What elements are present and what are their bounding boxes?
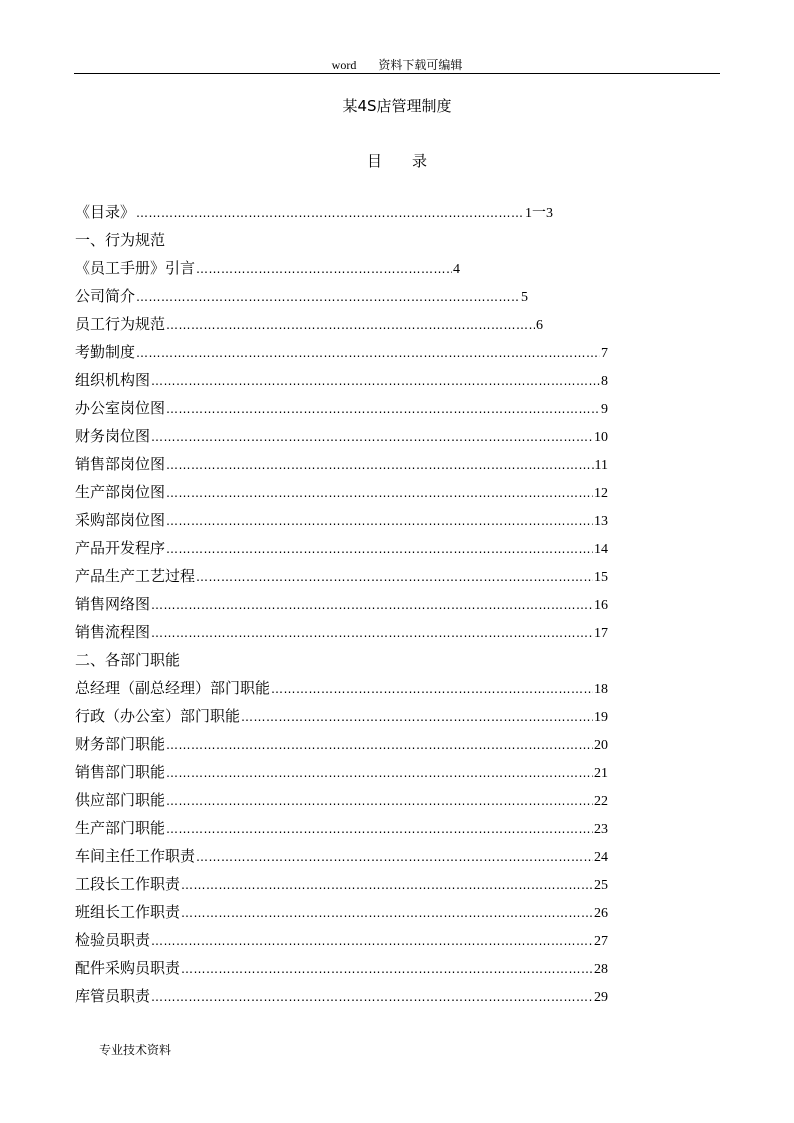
- toc-leader-dots: [166, 731, 593, 759]
- toc-entry: [75, 590, 608, 618]
- toc-entry-label: 销售流程图: [75, 623, 151, 641]
- toc-page-number: 7: [601, 346, 608, 361]
- document-title: 某4S店管理制度: [342, 97, 452, 115]
- header-word: word: [331, 58, 357, 72]
- toc-leader-dots: [136, 339, 600, 367]
- toc-entry: [75, 338, 608, 366]
- toc-leader-dots: [151, 927, 593, 955]
- toc-page-number: 1一3: [525, 206, 553, 221]
- toc-leader-dots: [151, 591, 593, 619]
- toc-entry: [75, 926, 608, 954]
- toc-leader-dots: [166, 815, 593, 843]
- toc-entry-label: 一、行为规范: [75, 231, 166, 249]
- toc-entry-label: 总经理（副总经理）部门职能: [75, 679, 271, 697]
- toc-section-heading: [75, 646, 180, 674]
- toc-entry-label: 办公室岗位图: [75, 399, 166, 417]
- toc-entry: [75, 422, 608, 450]
- toc-entry: [75, 450, 608, 478]
- toc-entry-label: 销售网络图: [75, 595, 151, 613]
- toc-leader-dots: [151, 619, 593, 647]
- toc-page-number: 22: [594, 794, 608, 809]
- toc-entry: [75, 898, 608, 926]
- header-caption: 资料下载可编辑: [378, 58, 463, 72]
- toc-entry-label: 产品生产工艺过程: [75, 567, 196, 585]
- toc-entry: [75, 814, 608, 842]
- toc-entry-label: 财务岗位图: [75, 427, 151, 445]
- toc-leader-dots: [166, 395, 600, 423]
- toc-entry-label: 员工行为规范: [75, 315, 166, 333]
- toc-leader-dots: [166, 507, 593, 535]
- toc-page-number: 15: [594, 570, 608, 585]
- toc-entry: [75, 506, 608, 534]
- toc-entry: [75, 982, 608, 1010]
- toc-entry-label: 生产部岗位图: [75, 483, 166, 501]
- toc-entry-label: 采购部岗位图: [75, 511, 166, 529]
- toc-page-number: 19: [594, 710, 608, 725]
- toc-entry: [75, 786, 608, 814]
- toc-entry-label: 销售部门职能: [75, 763, 166, 781]
- toc-entry: [75, 366, 608, 394]
- page-header: [74, 57, 720, 73]
- toc-entry: [75, 198, 553, 226]
- toc-page-number: 24: [594, 850, 608, 865]
- toc-page-number: 25: [594, 878, 608, 893]
- toc-leader-dots: [151, 423, 593, 451]
- toc-entry-label: 《目录》: [75, 203, 136, 221]
- toc-page-number: 5: [521, 290, 528, 305]
- toc-entry-label: 工段长工作职责: [75, 875, 181, 893]
- toc-page-number: 13: [594, 514, 608, 529]
- toc-page-number: 9: [601, 402, 608, 417]
- toc-page-number: 8: [601, 374, 608, 389]
- toc-entry: [75, 478, 608, 506]
- toc-page-number: 20: [594, 738, 608, 753]
- toc-entry-label: 配件采购员职责: [75, 959, 181, 977]
- toc-leader-dots: [196, 843, 593, 871]
- toc-entry-label: 检验员职责: [75, 931, 151, 949]
- toc-entry-label: 销售部岗位图: [75, 455, 166, 473]
- toc-page-number: 12: [594, 486, 608, 501]
- toc-leader-dots: [151, 983, 593, 1011]
- toc-page-number: 14: [594, 542, 608, 557]
- toc-leader-dots: [166, 451, 594, 479]
- toc-heading: [0, 150, 794, 172]
- toc-leader-dots: [166, 479, 593, 507]
- toc-page-number: 6: [536, 318, 543, 333]
- toc-entry: [75, 870, 608, 898]
- toc-leader-dots: [181, 899, 593, 927]
- page-footer: 专业技术资料: [99, 1043, 172, 1057]
- toc-section-heading: [75, 226, 165, 254]
- toc-leader-dots: [271, 675, 593, 703]
- toc-page-number: 17: [594, 626, 608, 641]
- toc-entry-label: 《员工手册》引言: [75, 259, 196, 277]
- toc-entry: [75, 534, 608, 562]
- toc-entry-label: 财务部门职能: [75, 735, 166, 753]
- toc-entry-label: 公司简介: [75, 287, 136, 305]
- toc-page-number: 27: [594, 934, 608, 949]
- toc-entry: [75, 702, 608, 730]
- toc-page-number: 29: [594, 990, 608, 1005]
- toc-leader-dots: [181, 871, 593, 899]
- toc-leader-dots: [151, 367, 600, 395]
- toc-entry-label: 班组长工作职责: [75, 903, 181, 921]
- toc-entry-label: 行政（办公室）部门职能: [75, 707, 241, 725]
- toc-leader-dots: [166, 311, 535, 339]
- toc-entry: [75, 954, 608, 982]
- toc-heading-char-2: 录: [412, 152, 428, 170]
- toc-leader-dots: [166, 535, 593, 563]
- toc-page-number: 11: [594, 458, 608, 473]
- toc-entry: [75, 842, 608, 870]
- toc-entry: [75, 618, 608, 646]
- toc-page-number: 18: [594, 682, 608, 697]
- toc-entry: [75, 562, 608, 590]
- toc-entry: [75, 394, 608, 422]
- toc-entry: [75, 674, 608, 702]
- toc-page-number: 16: [594, 598, 608, 613]
- toc-entry: [75, 282, 528, 310]
- toc-entry-label: 供应部门职能: [75, 791, 166, 809]
- toc-entry-label: 组织机构图: [75, 371, 151, 389]
- toc-entry-label: 库管员职责: [75, 987, 151, 1005]
- toc-page-number: 21: [594, 766, 608, 781]
- toc-leader-dots: [136, 199, 524, 227]
- toc-page-number: 23: [594, 822, 608, 837]
- toc-page-number: 10: [594, 430, 608, 445]
- header-rule: [74, 73, 720, 74]
- toc-leader-dots: [166, 759, 593, 787]
- toc-entry-label: 二、各部门职能: [75, 651, 181, 669]
- toc-page-number: 4: [453, 262, 460, 277]
- toc-leader-dots: [136, 283, 520, 311]
- toc-heading-char-1: 目: [366, 152, 382, 170]
- toc-entry-label: 产品开发程序: [75, 539, 166, 557]
- toc-entry: [75, 758, 608, 786]
- toc-leader-dots: [196, 563, 593, 591]
- toc-page-number: 26: [594, 906, 608, 921]
- toc-leader-dots: [181, 955, 593, 983]
- toc-leader-dots: [196, 255, 452, 283]
- toc-leader-dots: [166, 787, 593, 815]
- toc-entry: [75, 730, 608, 758]
- toc-entry: [75, 254, 460, 282]
- toc-leader-dots: [241, 703, 593, 731]
- toc-entry-label: 生产部门职能: [75, 819, 166, 837]
- toc-entry-label: 考勤制度: [75, 343, 136, 361]
- toc-page-number: 28: [594, 962, 608, 977]
- toc-entry: [75, 310, 543, 338]
- toc-entry-label: 车间主任工作职责: [75, 847, 196, 865]
